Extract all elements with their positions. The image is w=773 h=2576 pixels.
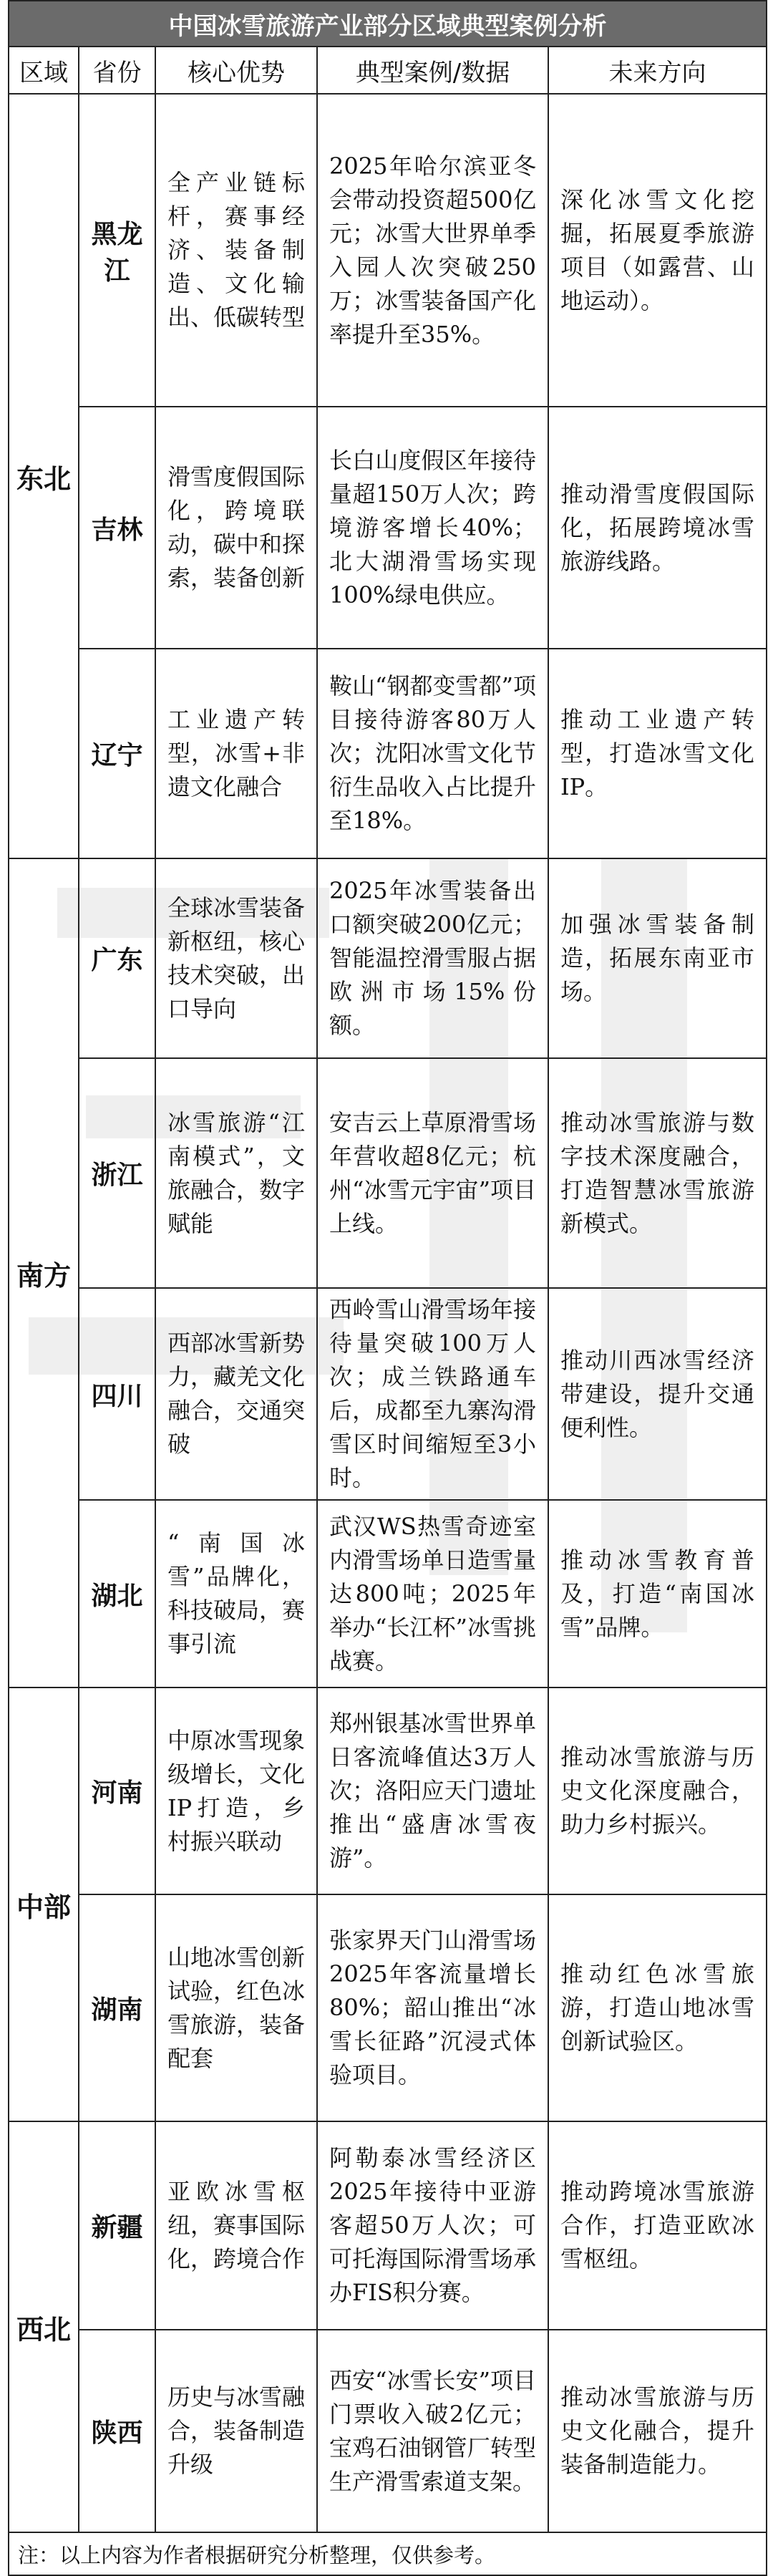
advantage-cell: 历史与冰雪融合，装备制造升级 bbox=[155, 2330, 317, 2532]
province-cell: 新疆 bbox=[79, 2121, 155, 2330]
direction-cell: 推动工业遗产转型，打造冰雪文化IP。 bbox=[548, 649, 767, 858]
province-cell: 湖南 bbox=[79, 1894, 155, 2121]
case-cell: 西岭雪山滑雪场年接待量突破100万人次；成兰铁路通车后，成都至九寨沟滑雪区时间缩短至3小时。 bbox=[317, 1288, 548, 1500]
header-region: 区域 bbox=[9, 47, 79, 94]
province-cell: 辽宁 bbox=[79, 649, 155, 858]
table-row bbox=[9, 1500, 767, 1688]
table-row bbox=[9, 858, 767, 1058]
header-province: 省份 bbox=[79, 47, 155, 94]
region-cell: 东北 bbox=[9, 94, 79, 858]
advantage-cell: 滑雪度假国际化，跨境联动，碳中和探索，装备创新 bbox=[155, 407, 317, 649]
direction-cell: 推动跨境冰雪旅游合作，打造亚欧冰雪枢纽。 bbox=[548, 2121, 767, 2330]
table-row bbox=[9, 94, 767, 407]
direction-cell: 推动冰雪旅游与历史文化融合，提升装备制造能力。 bbox=[548, 2330, 767, 2532]
region-cell: 中部 bbox=[9, 1688, 79, 2121]
advantage-cell: 全产业链标杆，赛事经济、装备制造、文化输出、低碳转型 bbox=[155, 94, 317, 407]
case-cell: 长白山度假区年接待量超150万人次；跨境游客增长40%；北大湖滑雪场实现100%绿电供应。 bbox=[317, 407, 548, 649]
province-cell: 吉林 bbox=[79, 407, 155, 649]
header-advantage: 核心优势 bbox=[155, 47, 317, 94]
case-analysis-table bbox=[8, 0, 767, 2576]
advantage-cell: 冰雪旅游“江南模式”，文旅融合，数字赋能 bbox=[155, 1058, 317, 1288]
table-note: 注：以上内容为作者根据研究分析整理，仅供参考。 bbox=[9, 2532, 767, 2575]
advantage-cell: 工业遗产转型，冰雪+非遗文化融合 bbox=[155, 649, 317, 858]
table-title: 中国冰雪旅游产业部分区域典型案例分析 bbox=[9, 1, 767, 47]
header-case: 典型案例/数据 bbox=[317, 47, 548, 94]
case-cell: 阿勒泰冰雪经济区2025年接待中亚游客超50万人次；可可托海国际滑雪场承办FIS积分赛。 bbox=[317, 2121, 548, 2330]
case-cell: 安吉云上草原滑雪场年营收超8亿元；杭州“冰雪元宇宙”项目上线。 bbox=[317, 1058, 548, 1288]
direction-cell: 推动冰雪旅游与数字技术深度融合，打造智慧冰雪旅游新模式。 bbox=[548, 1058, 767, 1288]
advantage-cell: 西部冰雪新势力，藏羌文化融合，交通突破 bbox=[155, 1288, 317, 1500]
advantage-cell: 中原冰雪现象级增长，文化IP打造，乡村振兴联动 bbox=[155, 1688, 317, 1894]
province-cell: 广东 bbox=[79, 858, 155, 1058]
direction-cell: 加强冰雪装备制造，拓展东南亚市场。 bbox=[548, 858, 767, 1058]
table-row bbox=[9, 1058, 767, 1288]
table-row bbox=[9, 1288, 767, 1500]
table-row bbox=[9, 2330, 767, 2532]
table-row bbox=[9, 1688, 767, 1894]
table-row bbox=[9, 649, 767, 858]
advantage-cell: 山地冰雪创新试验，红色冰雪旅游，装备配套 bbox=[155, 1894, 317, 2121]
advantage-cell: “南国冰雪”品牌化，科技破局，赛事引流 bbox=[155, 1500, 317, 1688]
case-cell: 武汉WS热雪奇迹室内滑雪场单日造雪量达800吨；2025年举办“长江杯”冰雪挑战赛。 bbox=[317, 1500, 548, 1688]
header-direction: 未来方向 bbox=[548, 47, 767, 94]
region-cell: 南方 bbox=[9, 858, 79, 1688]
province-cell: 陕西 bbox=[79, 2330, 155, 2532]
case-cell: 西安“冰雪长安”项目门票收入破2亿元；宝鸡石油钢管厂转型生产滑雪索道支架。 bbox=[317, 2330, 548, 2532]
table-row bbox=[9, 1894, 767, 2121]
province-cell: 四川 bbox=[79, 1288, 155, 1500]
province-cell: 浙江 bbox=[79, 1058, 155, 1288]
region-cell: 西北 bbox=[9, 2121, 79, 2532]
province-cell: 河南 bbox=[79, 1688, 155, 1894]
advantage-cell: 全球冰雪装备新枢纽，核心技术突破，出口导向 bbox=[155, 858, 317, 1058]
direction-cell: 推动冰雪教育普及，打造“南国冰雪”品牌。 bbox=[548, 1500, 767, 1688]
advantage-cell: 亚欧冰雪枢纽，赛事国际化，跨境合作 bbox=[155, 2121, 317, 2330]
case-cell: 鞍山“钢都变雪都”项目接待游客80万人次；沈阳冰雪文化节衍生品收入占比提升至18%。 bbox=[317, 649, 548, 858]
table-row bbox=[9, 2121, 767, 2330]
province-cell: 湖北 bbox=[79, 1500, 155, 1688]
case-cell: 2025年哈尔滨亚冬会带动投资超500亿元；冰雪大世界单季入园人次突破250万；冰雪装备国产化率提升至35%。 bbox=[317, 94, 548, 407]
case-cell: 张家界天门山滑雪场2025年客流量增长80%；韶山推出“冰雪长征路”沉浸式体验项目。 bbox=[317, 1894, 548, 2121]
direction-cell: 推动滑雪度假国际化，拓展跨境冰雪旅游线路。 bbox=[548, 407, 767, 649]
direction-cell: 推动川西冰雪经济带建设，提升交通便利性。 bbox=[548, 1288, 767, 1500]
table-row bbox=[9, 407, 767, 649]
direction-cell: 推动冰雪旅游与历史文化深度融合，助力乡村振兴。 bbox=[548, 1688, 767, 1894]
direction-cell: 深化冰雪文化挖掘，拓展夏季旅游项目（如露营、山地运动）。 bbox=[548, 94, 767, 407]
case-cell: 郑州银基冰雪世界单日客流峰值达3万人次；洛阳应天门遗址推出“盛唐冰雪夜游”。 bbox=[317, 1688, 548, 1894]
province-cell: 黑龙江 bbox=[79, 94, 155, 407]
direction-cell: 推动红色冰雪旅游，打造山地冰雪创新试验区。 bbox=[548, 1894, 767, 2121]
case-cell: 2025年冰雪装备出口额突破200亿元；智能温控滑雪服占据欧洲市场15%份额。 bbox=[317, 858, 548, 1058]
